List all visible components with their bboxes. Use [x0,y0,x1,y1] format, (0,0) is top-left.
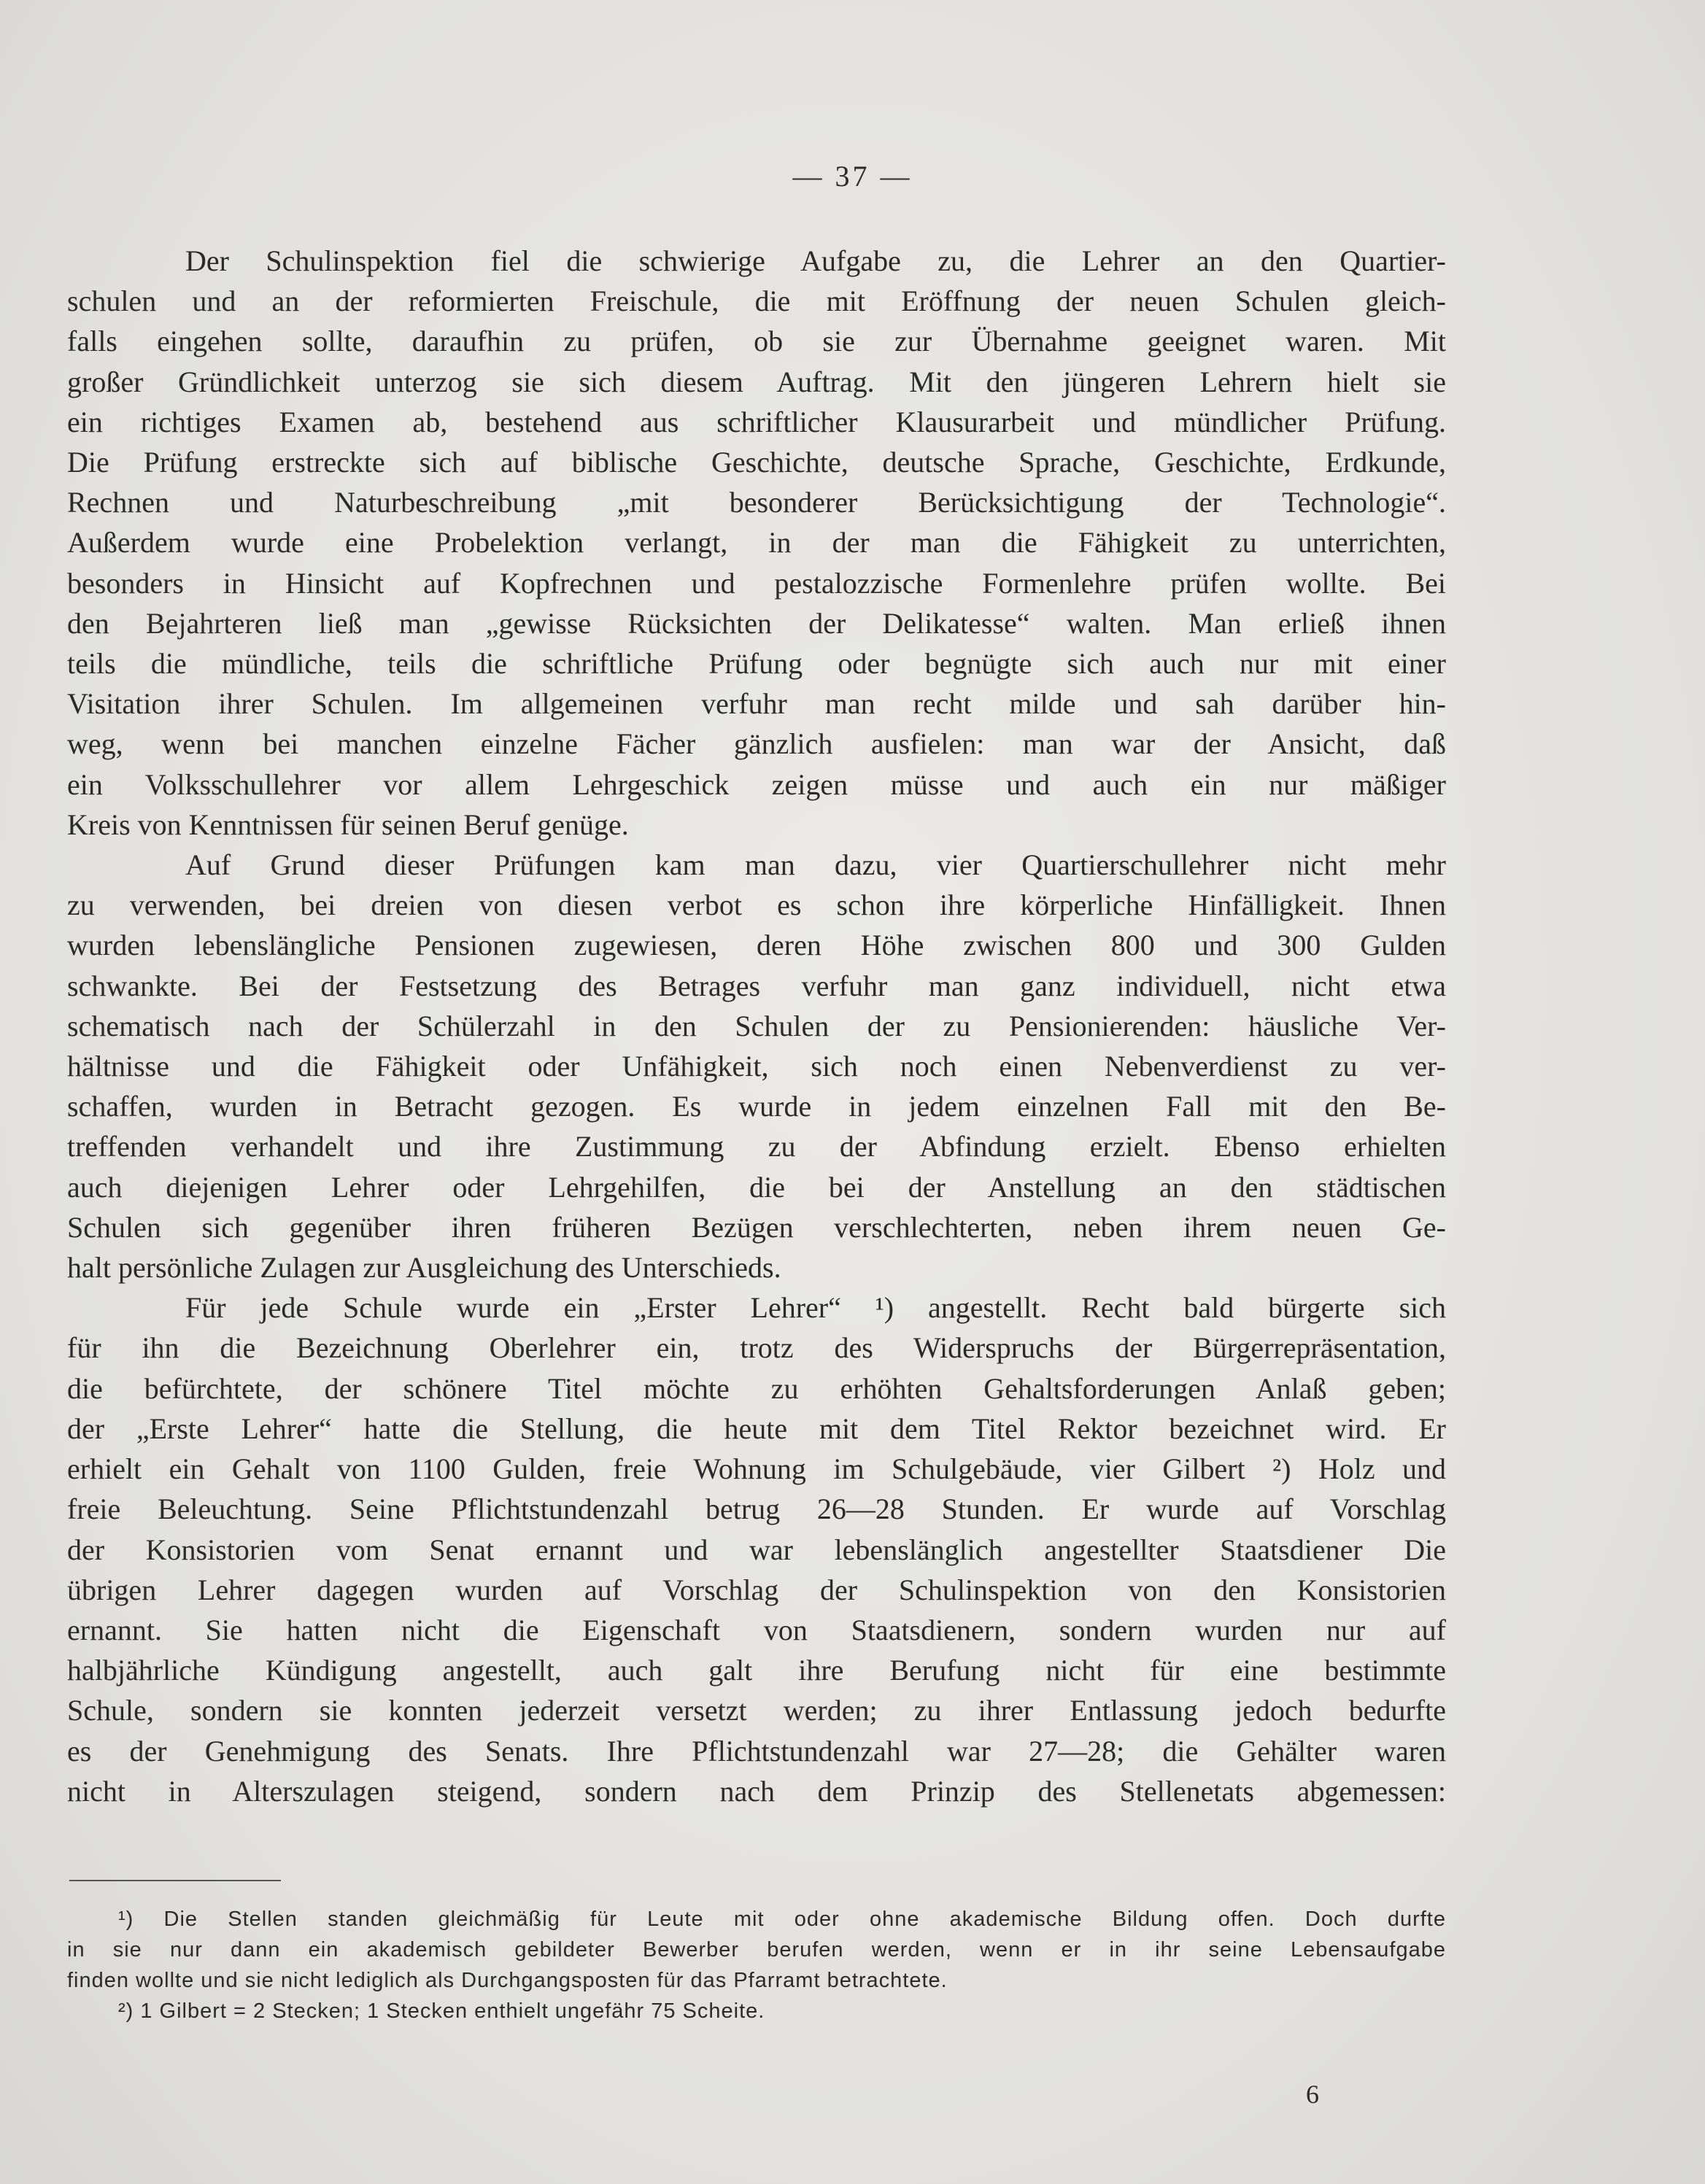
text-line: Der Schulinspektion fiel die schwierige Aufgabe zu, die Lehrer an den Quartier- [185,244,1446,277]
text-line: schematisch nach der Schülerzahl in den Schulen der zu Pensionierenden: häusliche Ver- [67,1009,1446,1042]
text-line: falls eingehen sollte, daraufhin zu prüfen, ob sie zur Übernahme geeignet waren. Mit [67,325,1446,358]
page-number: — 37 — [792,160,913,193]
text-line: zu verwenden, bei dreien von diesen verbot es schon ihre körperliche Hinfälligkeit. Ihnen [67,888,1446,922]
paragraph-3 [67,1287,1446,1811]
text-line: weg, wenn bei manchen einzelne Fächer gänzlich ausfielen: man war der Ansicht, daß [67,727,1446,761]
text-line: großer Gründlichkeit unterzog sie sich diesem Auftrag. Mit den jüngeren Lehrern hielt sie [67,365,1446,398]
footnote-line: ¹) Die Stellen standen gleichmäßig für Leute mit oder ohne akademische Bildung offen. Doch durfte [118,1908,1446,1931]
footnote-line: ²) 1 Gilbert = 2 Stecken; 1 Stecken enthielt ungefähr 75 Scheite. [118,1999,765,2023]
text-line: erhielt ein Gehalt von 1100 Gulden, freie Wohnung im Schulgebäude, vier Gilbert ²) Holz und [67,1452,1446,1486]
text-line: auch diejenigen Lehrer oder Lehrgehilfen, die bei der Anstellung an den städtischen [67,1170,1446,1204]
text-line: Außerdem wurde eine Probelektion verlangt, in der man die Fähigkeit zu unterrichten, [67,526,1446,559]
footnote-line: finden wollte und sie nicht lediglich als Durchgangsposten für das Pfarramt betrachtete. [67,1969,948,1992]
text-line: teils die mündliche, teils die schriftliche Prüfung oder begnügte sich auch nur mit einer [67,647,1446,681]
text-line: ein richtiges Examen ab, bestehend aus schriftlicher Klausurarbeit und mündlicher Prüfung. [67,405,1446,438]
body-text [67,241,1446,1811]
text-line: halbjährliche Kündigung angestellt, auch galt ihre Berufung nicht für eine bestimmte [67,1654,1446,1687]
text-line: wurden lebenslängliche Pensionen zugewiesen, deren Höhe zwischen 800 und 300 Gulden [67,929,1446,962]
text-line: Für jede Schule wurde ein „Erster Lehrer“ ¹) angestellt. Recht bald bürgerte sich [185,1291,1446,1325]
text-line: nicht in Alterszulagen steigend, sondern nach dem Prinzip des Stellenetats abgemessen: [67,1774,1446,1808]
footnote-2 [67,1996,1446,2026]
text-line: schulen und an der reformierten Freischule, die mit Eröffnung der neuen Schulen gleich- [67,284,1446,318]
text-line: Die Prüfung erstreckte sich auf biblische Geschichte, deutsche Sprache, Geschichte, Erdkunde, [67,446,1446,479]
text-line: schwankte. Bei der Festsetzung des Betrages verfuhr man ganz individuell, nicht etwa [67,969,1446,1002]
text-line: ernannt. Sie hatten nicht die Eigenschaft von Staatsdienern, sondern wurden nur auf [67,1613,1446,1646]
text-line: freie Beleuchtung. Seine Pflichtstundenzahl betrug 26—28 Stunden. Er wurde auf Vorschlag [67,1492,1446,1526]
text-line: treffenden verhandelt und ihre Zustimmung zu der Abfindung erzielt. Ebenso erhielten [67,1130,1446,1163]
footnote-divider [69,1880,281,1881]
text-line: Auf Grund dieser Prüfungen kam man dazu, vier Quartierschullehrer nicht mehr [185,848,1446,882]
text-line: es der Genehmigung des Senats. Ihre Pflichtstundenzahl war 27—28; die Gehälter waren [67,1734,1446,1767]
signature-mark: 6 [1306,2080,1319,2109]
text-line: besonders in Hinsicht auf Kopfrechnen und pestalozzische Formenlehre prüfen wollte. Bei [67,566,1446,600]
text-line: hältnisse und die Fähigkeit oder Unfähigkeit, sich noch einen Nebenverdienst zu ver- [67,1050,1446,1083]
text-line: schaffen, wurden in Betracht gezogen. Es wurde in jedem einzelnen Fall mit den Be- [67,1090,1446,1123]
footnote-1 [67,1904,1446,1996]
text-line: halt persönliche Zulagen zur Ausgleichung des Unterschieds. [67,1251,781,1285]
text-line: die befürchtete, der schönere Titel möchte zu erhöhten Gehaltsforderungen Anlaß geben; [67,1371,1446,1405]
text-line: der Konsistorien vom Senat ernannt und war lebenslänglich angestellter Staatsdiener Die [67,1533,1446,1566]
text-line: ein Volksschullehrer vor allem Lehrgeschick zeigen müsse und auch ein nur mäßiger [67,767,1446,801]
text-line: Schule, sondern sie konnten jederzeit versetzt werden; zu ihrer Entlassung jedoch bedurfte [67,1694,1446,1727]
text-line: Schulen sich gegenüber ihren früheren Bezügen verschlechterten, neben ihrem neuen Ge- [67,1210,1446,1244]
text-line: für ihn die Bezeichnung Oberlehrer ein, trotz des Widerspruchs der Bürgerrepräsentation, [67,1331,1446,1365]
paragraph-2 [67,845,1446,1287]
text-line: Kreis von Kenntnissen für seinen Beruf genüge. [67,808,629,841]
text-line: übrigen Lehrer dagegen wurden auf Vorschlag der Schulinspektion von den Konsistorien [67,1573,1446,1606]
text-line: Visitation ihrer Schulen. Im allgemeinen verfuhr man recht milde und sah darüber hin- [67,687,1446,721]
paragraph-1 [67,241,1446,845]
text-line: der „Erste Lehrer“ hatte die Stellung, die heute mit dem Titel Rektor bezeichnet wird. Er [67,1412,1446,1445]
text-line: Rechnen und Naturbeschreibung „mit besonderer Berücksichtigung der Technologie“. [67,486,1446,519]
text-line: den Bejahrteren ließ man „gewisse Rücksichten der Delikatesse“ walten. Man erließ ihnen [67,606,1446,640]
footnotes [67,1904,1446,2026]
footnote-line: in sie nur dann ein akademisch gebildeter Bewerber berufen werden, wenn er in ihr seine Lebensaufgabe [67,1938,1446,1962]
